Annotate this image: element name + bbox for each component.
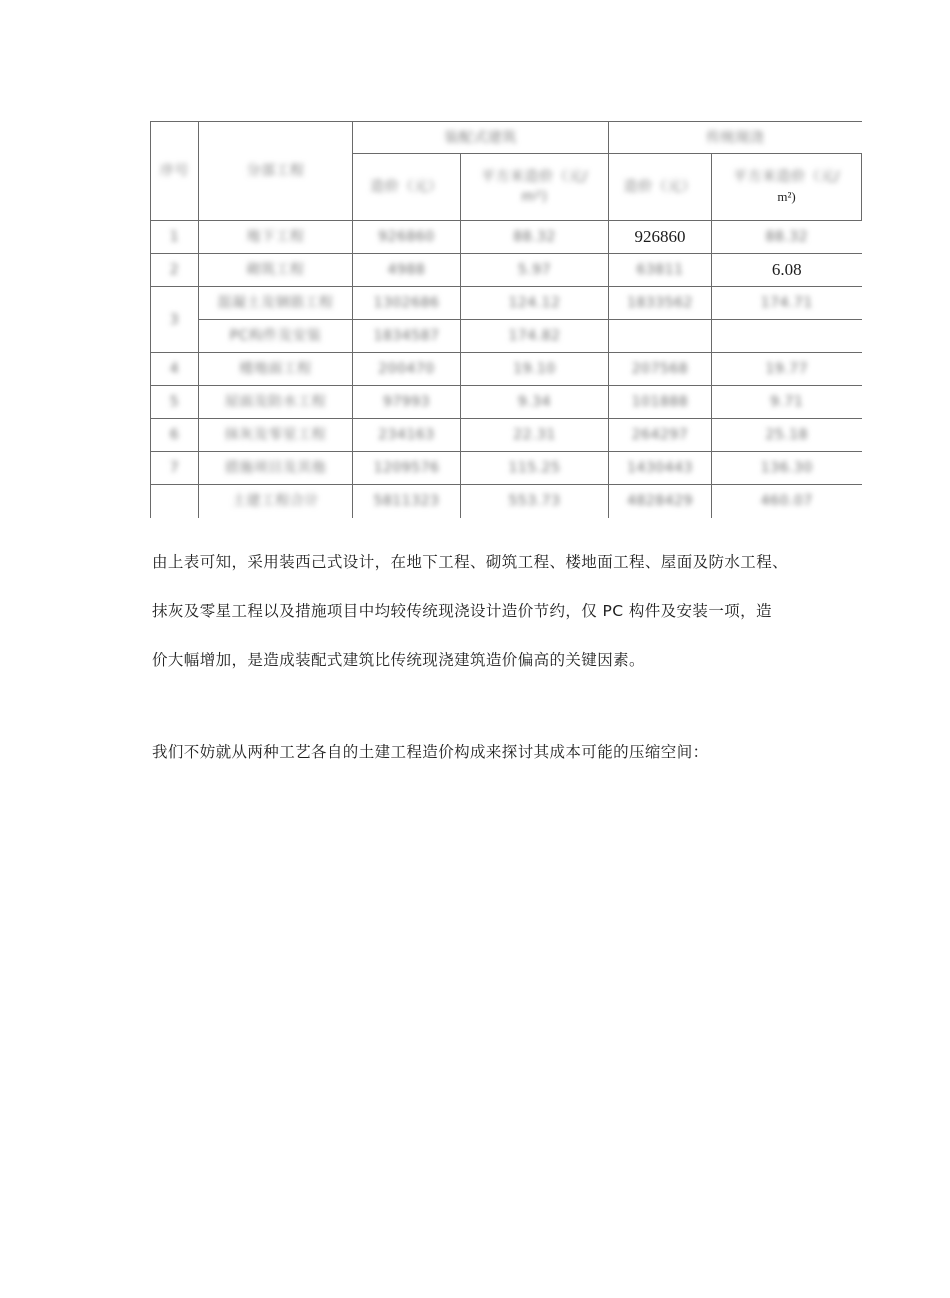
table-row: PC构件及安装 1834587 174.82: [151, 320, 862, 353]
table-row: 4 楼地面工程 200470 19.10 207568 19.77: [151, 353, 862, 386]
table-row: 7 措施项目及其他 1209576 115.25 1430443 136.30: [151, 452, 862, 485]
table-row: 5 屋面及防水工程 97993 9.34 101888 9.71: [151, 386, 862, 419]
subheader-cast-total: 造价（元）: [609, 154, 712, 221]
subheader-prefab-unit: 平方米造价（元/ m²): [461, 154, 609, 221]
header-project: 分部工程: [199, 122, 353, 221]
followup-paragraph: 我们不妨就从两种工艺各自的土建工程造价构成来探讨其成本可能的压缩空间：: [152, 743, 709, 761]
conclusion-line-3: 价大幅增加，是造成装配式建筑比传统现浇建筑造价偏高的关键因素。: [152, 651, 645, 669]
cast-total-underground: 926860: [634, 226, 686, 246]
header-seq: 序号: [151, 122, 199, 221]
table-row: 2 砌筑工程 4988 5.97 63811 6.08: [151, 254, 862, 287]
header-group-cast: 传统现浇: [609, 122, 862, 154]
conclusion-line-1: 由上表可知，采用装西己式设计，在地下工程、砌筑工程、楼地面工程、屋面及防水工程、: [152, 553, 789, 571]
table-row-total: 土建工程合计 5811323 553.73 4828429 460.07: [151, 485, 862, 518]
subheader-prefab-total: 造价（元）: [353, 154, 461, 221]
conclusion-line-2: 抹灰及零星工程以及措施项目中均较传统现浇设计造价节约，仅 PC 构件及安装一项，造: [152, 602, 772, 620]
table-row: 6 抹灰及零星工程 234163 22.31 264297 25.18: [151, 419, 862, 452]
table-row: 3 混凝土及钢筋工程 1302686 124.12 1833562 174.71: [151, 287, 862, 320]
cost-comparison-table-container: [150, 121, 861, 521]
cast-unit-masonry: 6.08: [771, 259, 802, 279]
table-row: 1 地下工程 926860 88.32 926860 88.32: [151, 221, 862, 254]
cost-comparison-table: [150, 121, 862, 518]
table-header-row: [151, 122, 862, 154]
header-group-prefab: 装配式建筑: [353, 122, 609, 154]
subheader-cast-unit: 平方米造价（元/ m²): [712, 154, 862, 221]
